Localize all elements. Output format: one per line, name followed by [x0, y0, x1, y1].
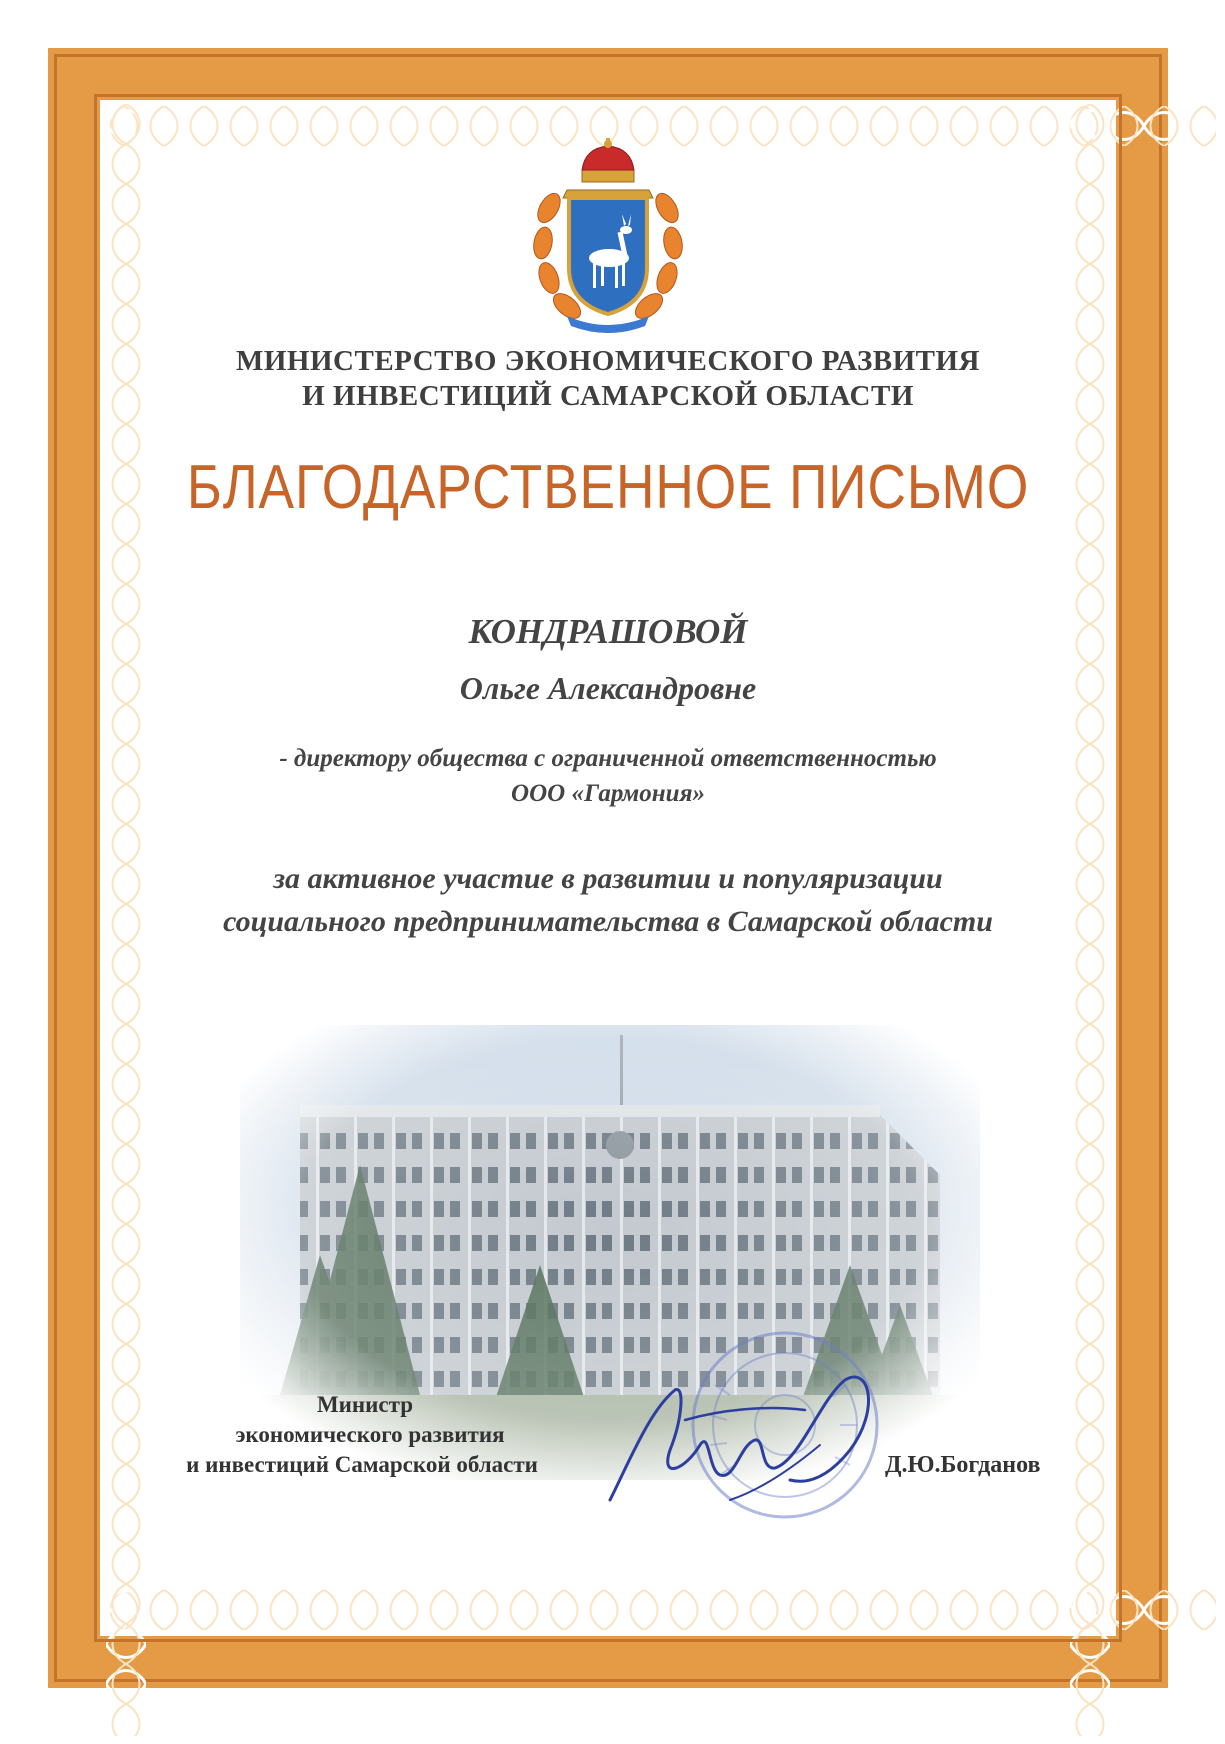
- recipient-position-line2: ООО «Гармония»: [511, 780, 705, 807]
- signatory-title-line3: и инвестиций Самарской области: [186, 1452, 538, 1477]
- signatory-title-line2: экономического развития: [235, 1422, 505, 1447]
- recipient-given-names: Ольге Александровне: [459, 670, 757, 706]
- award-reason-line1: за активное участие в развитии и популяризации: [273, 862, 943, 895]
- award-reason-line2: социального предпринимательства в Самарской области: [223, 905, 993, 938]
- ministry-name-line2: И ИНВЕСТИЦИЙ САМАРСКОЙ ОБЛАСТИ: [302, 380, 914, 412]
- ministry-name-line1: МИНИСТЕРСТВО ЭКОНОМИЧЕСКОГО РАЗВИТИЯ: [236, 345, 980, 377]
- handwritten-signature: [590, 1350, 900, 1520]
- signatory-title-line1: Министр: [316, 1392, 414, 1417]
- document-title: БЛАГОДАРСТВЕННОЕ ПИСЬМО: [186, 453, 1030, 522]
- signatory-name: Д.Ю.Богданов: [885, 1452, 1041, 1478]
- samara-coat-of-arms-icon: [527, 138, 689, 338]
- recipient-surname: КОНДРАШОВОЙ: [468, 612, 748, 651]
- recipient-position-line1: - директору общества с ограниченной ответственностью: [279, 745, 937, 772]
- certificate-content: [100, 100, 1116, 1636]
